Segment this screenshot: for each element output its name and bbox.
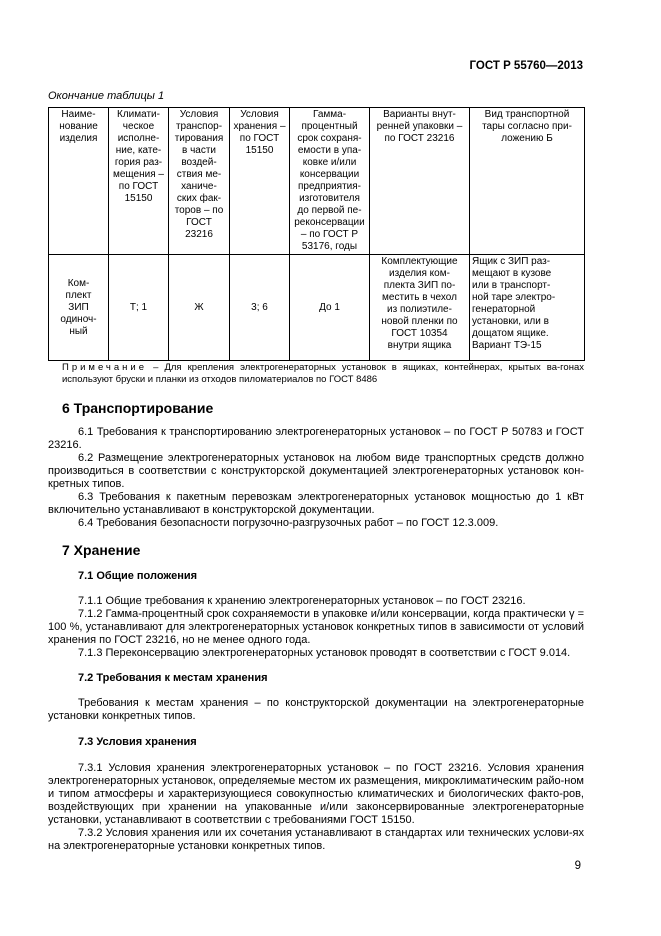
table-note: [62, 362, 584, 386]
table-1: [48, 107, 585, 361]
table-cell: [370, 255, 470, 361]
table-cell-text: До 1: [319, 301, 340, 313]
table-cell-text: 3; 6: [251, 301, 268, 313]
table-caption: Окончание таблицы 1: [48, 90, 165, 102]
paragraph-6-3: 6.3 Требования к пакетным перевозкам электрогенераторных установок мощностью до 1 кВт включительно устанавливают в конструкторской документации.: [48, 491, 584, 516]
paragraph-6-2: 6.2 Размещение электрогенераторных установок на любом виде транспортных средств должно производиться в соответствии с конструкторской документацией электрогенераторных установок кон-кретных типов.: [48, 452, 584, 490]
header-cell-text: Климати- ческое исполне- ние, кате- гория раз- мещения – по ГОСТ 15150: [113, 109, 164, 204]
table-cell: [470, 255, 585, 361]
header-cell: [370, 108, 470, 255]
header-cell-text: Варианты внут- ренней упаковки – по ГОСТ 23216: [376, 109, 463, 144]
header-cell-text: Вид транспортной тары согласно при- ложению Б: [482, 109, 572, 144]
header-cell: [109, 108, 169, 255]
header-cell: [49, 108, 109, 255]
header-cell: [169, 108, 230, 255]
table-cell: [169, 255, 230, 361]
section-6-heading: 6 Транспортирование: [62, 400, 214, 416]
subsection-7-3-heading: 7.3 Условия хранения: [78, 736, 197, 748]
table-cell-text: Ком- плект ЗИП одиноч- ный: [60, 277, 97, 337]
paragraph-6-1: 6.1 Требования к транспортированию электрогенераторных установок – по ГОСТ Р 50783 и ГОСТ 23216.: [48, 426, 584, 451]
document-code: ГОСТ Р 55760—2013: [469, 60, 583, 72]
header-cell: [230, 108, 290, 255]
table-cell-text: Ж: [194, 301, 204, 313]
paragraph-7-1-2: 7.1.2 Гамма-процентный срок сохраняемости в упаковке и/или консервации, когда практически γ = 100 %, устанавливают для электрогенераторных установок конкретных типов в зависимости от условий хранения по ГОСТ 23216, но не менее одного года.: [48, 608, 584, 646]
header-cell-text: Условия хранения – по ГОСТ 15150: [233, 109, 286, 156]
paragraph-7-3-1: 7.3.1 Условия хранения электрогенераторных установок – по ГОСТ 23216. Условия хранения электрогенераторных установок, определяемые местом их размещения, микроклиматическим райо-ном и типом атмосферы и характеризующиеся совокупностью климатических и биологических факто-ров, воздействующих при хранении на упакованные и/или законсервированные электрогенераторные установки, устанавливают в соответствии с требованиями ГОСТ 15150.: [48, 762, 584, 826]
page-number: 9: [574, 860, 581, 872]
subsection-7-1-heading: 7.1 Общие положения: [78, 570, 198, 582]
paragraph-7-1-3: 7.1.3 Переконсервацию электрогенераторных установок проводят в соответствии с ГОСТ 9.014.: [78, 647, 571, 659]
subsection-7-2-heading: 7.2 Требования к местам хранения: [78, 672, 268, 684]
header-cell-text: Наиме- нование изделия: [59, 109, 98, 144]
header-cell-text: Гамма- процентный срок сохраня- емости в упа- ковке и/или консервации предприятия- изготовителя до первой пе- реконсервации – по ГОСТ Р 53176, годы: [294, 109, 365, 252]
table-cell-text: Т; 1: [129, 301, 148, 313]
paragraph-7-2: Требования к местам хранения – по конструкторской документации на электрогенераторные установки конкретных типов.: [48, 697, 584, 722]
header-cell-text: Условия транспор- тирования в части воздей- ствия ме- ханиче- ских фак- торов – по ГОСТ 23216: [174, 109, 224, 240]
paragraph-6-4: 6.4 Требования безопасности погрузочно-разгрузочных работ – по ГОСТ 12.3.009.: [78, 517, 499, 529]
table-cell-text: Ящик с ЗИП раз- мещают в кузове или в транспорт- ной таре электро- генераторной установки, или в дощатом ящике. Вариант ТЭ-15: [472, 256, 556, 351]
paragraph-7-1-1: 7.1.1 Общие требования к хранению электрогенераторных установок – по ГОСТ 23216.: [78, 595, 526, 607]
table-cell: [49, 255, 109, 361]
section-7-heading: 7 Хранение: [62, 542, 141, 558]
table-row: [49, 255, 585, 361]
table-cell: [109, 255, 169, 361]
header-cell: [290, 108, 370, 255]
paragraph-7-3-2: 7.3.2 Условия хранения или их сочетания устанавливают в стандартах или технических услови-ях на электрогенераторные установки конкретных типов.: [48, 827, 584, 852]
table-cell: [230, 255, 290, 361]
note-text: – Для крепления электрогенераторных установок в ящиках, контейнерах, крытых ва-гонах используют бруски и планки из отходов пиломатериалов по ГОСТ 8486: [62, 362, 584, 385]
table-cell: [290, 255, 370, 361]
table-cell-text: Комплектующие изделия ком- плекта ЗИП по- местить в чехол из полиэтиле- новой пленки по ГОСТ 10354 внутри ящика: [381, 256, 458, 351]
table-header-row: [49, 108, 585, 255]
note-lead: Примечание: [62, 362, 147, 373]
header-cell: [470, 108, 585, 255]
